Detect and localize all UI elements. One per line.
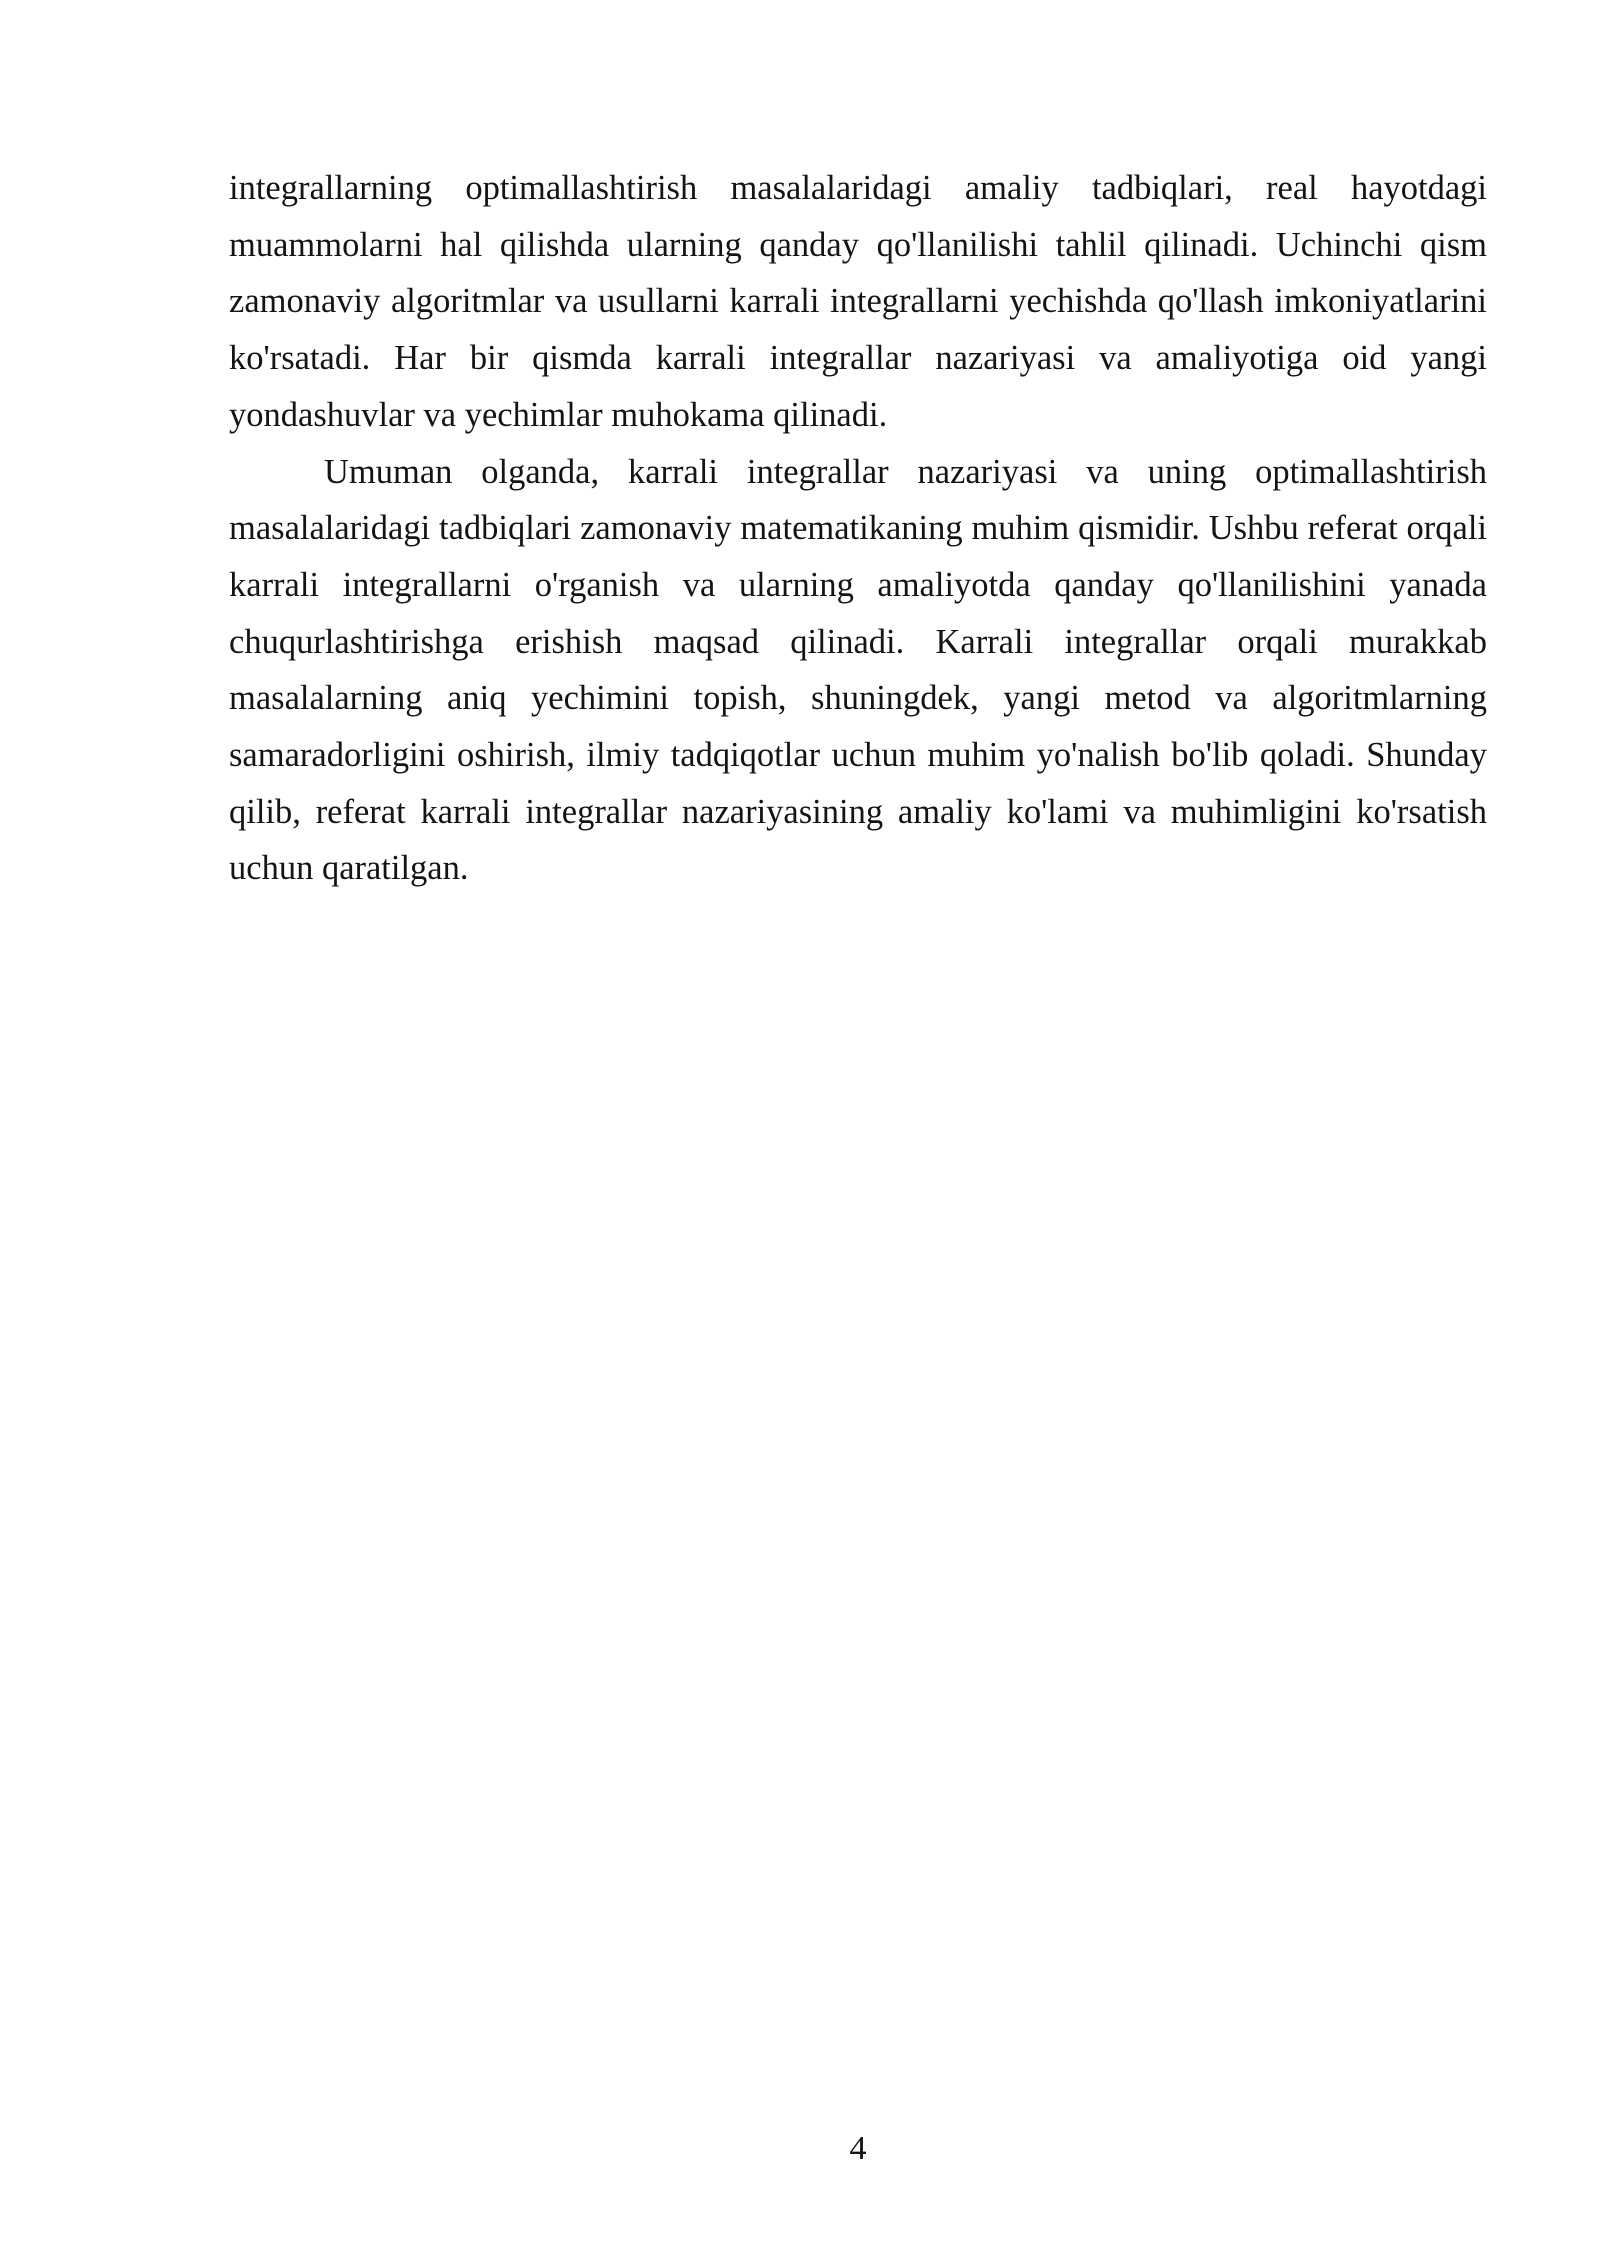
paragraph-conclusion: Umuman olganda, karrali integrallar nazariyasi va uning optimallashtirish masalalaridagi tadbiqlari zamonaviy matematikaning muhim qismidir. Ushbu referat orqali karrali integrallarni o'rganish va ularning amaliyotda qanday qo'llanilishini yanada chuqurlashtirishga erishish maqsad qilinadi. Karrali integrallar orqali murakkab masalalarning aniq yechimini topish, shuningdek, yangi metod va algoritmlarning samaradorligini oshirish, ilmiy tadqiqotlar uchun muhim yo'nalish bo'lib qoladi. Shunday qilib, referat karrali integrallar nazariyasining amaliy ko'lami va muhimligini ko'rsatish uchun qaratilgan. <box>229 452 1487 888</box>
paragraph-continuation: integrallarning optimallashtirish masalalaridagi amaliy tadbiqlari, real hayotdagi muammolarni hal qilishda ularning qanday qo'llanilishi tahlil qilinadi. Uchinchi qism zamonaviy algoritmlar va usullarni karrali integrallarni yechishda qo'llash imkoniyatlarini ko'rsatadi. Har bir qismda karrali integrallar nazariyasi va amaliyotiga oid yangi yondashuvlar va yechimlar muhokama qilinadi. <box>229 169 1487 434</box>
body-text <box>229 160 1487 897</box>
page-number: 4 <box>849 2130 867 2167</box>
